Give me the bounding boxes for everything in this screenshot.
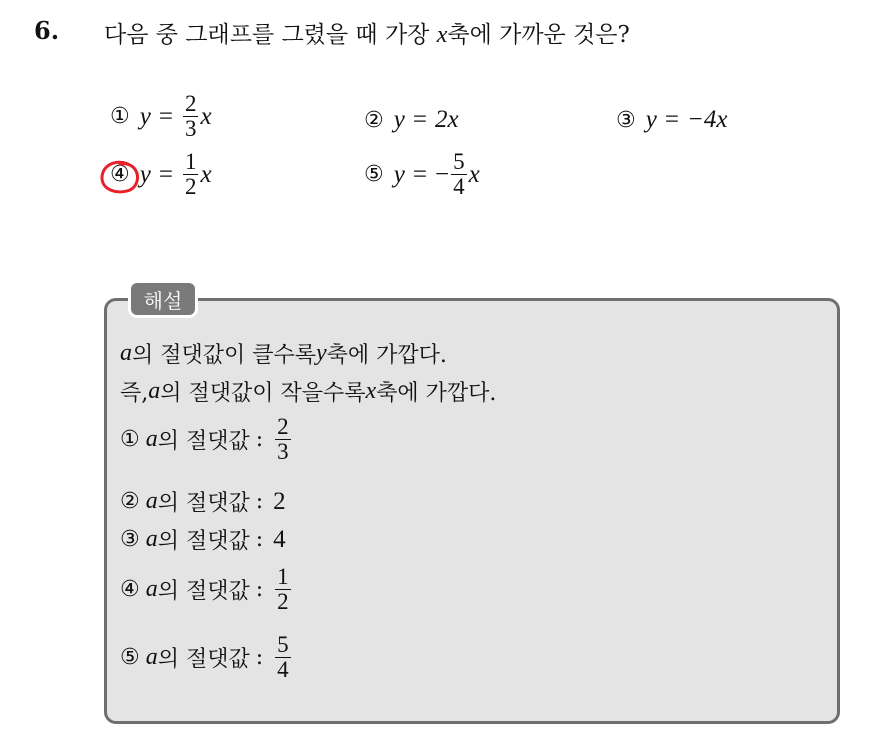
choice-equals: = [412,160,427,188]
item-label: 의 절댓값 [157,579,250,605]
item-label: 의 절댓값 [157,429,250,455]
line-text: 축에 가깝다. [326,343,447,368]
choice-marker: ⑤ [364,162,384,188]
fraction-denominator: 4 [277,657,289,683]
explanation-tag: 해설 [128,280,198,318]
explanation-item-4 [120,565,293,614]
choice-sign: − [434,160,450,188]
fraction-numerator: 5 [277,632,289,657]
fraction-numerator: 2 [277,414,289,439]
item-colon: : [255,427,264,453]
fraction-numerator: 2 [184,91,197,116]
item-value: 2 [273,487,286,515]
variable-a: a [120,340,132,366]
choice-expression: 2x [434,106,459,133]
fraction-denominator: 3 [277,439,289,465]
item-colon: : [255,645,264,671]
fraction-denominator: 4 [453,174,465,200]
item-colon: : [255,489,264,514]
choice-x: x [468,160,480,188]
item-label: 의 절댓값 [157,529,250,554]
line-text: 즉, [120,381,149,406]
item-marker: ② [120,489,140,514]
fraction-numerator: 5 [453,149,465,174]
choice-equals: = [158,160,173,188]
choice-1[interactable] [110,92,212,141]
variable-y: y [316,340,327,366]
question-variable: x [436,22,448,48]
choice-fraction [183,92,199,141]
explanation-line-2 [120,376,496,407]
explanation-item-1 [120,415,293,464]
choice-y: y [139,102,151,130]
variable-a: a [148,378,161,404]
choice-y: y [139,160,151,188]
choice-2[interactable] [364,106,459,134]
item-fraction [275,633,291,682]
fraction-denominator: 3 [184,116,197,142]
choice-equals: = [412,106,427,133]
question-text [104,16,630,49]
variable-a: a [145,644,158,671]
line-text: 축에 가깝다. [376,381,497,406]
item-label: 의 절댓값 [157,647,250,673]
choice-fraction [451,150,467,199]
explanation-line-1 [120,338,447,369]
explanation-item-5 [120,633,293,682]
question-text-before: 다음 중 그래프를 그렸을 때 가장 [104,22,437,48]
question-text-after: 축에 가까운 것은? [447,22,630,48]
item-value: 4 [273,525,286,553]
choice-3[interactable] [616,106,727,134]
item-colon: : [255,577,264,603]
variable-a: a [145,426,158,453]
choice-expression: −4x [686,106,728,133]
variable-a: a [145,576,158,603]
choice-y: y [645,106,657,133]
choice-marker: ① [110,104,130,130]
fraction-numerator: 1 [184,149,197,174]
choice-5[interactable] [364,150,480,199]
variable-a: a [145,488,158,514]
fraction-denominator: 2 [184,174,197,200]
choice-equals: = [158,102,173,130]
question-number: 6. [34,16,60,45]
item-colon: : [255,527,264,552]
variable-a: a [145,526,158,552]
item-label: 의 절댓값 [157,491,250,516]
choice-marker: ④ [110,162,130,188]
item-marker: ① [120,427,140,453]
choice-y: y [393,106,405,133]
item-marker: ④ [120,577,140,603]
line-text: 의 절댓값이 작을수록 [160,381,366,406]
explanation-item-2 [120,486,286,517]
choice-equals: = [664,106,679,133]
item-marker: ⑤ [120,645,140,671]
choice-marker: ② [364,107,384,133]
item-fraction [275,415,291,464]
choice-fraction [183,150,199,199]
choice-x: x [200,160,212,188]
variable-x: x [365,378,377,404]
line-text: 의 절댓값이 클수록 [132,343,317,368]
fraction-denominator: 2 [277,589,289,615]
fraction-numerator: 1 [277,564,289,589]
choice-marker: ③ [616,107,636,133]
item-fraction [275,565,291,614]
item-marker: ③ [120,527,140,552]
choice-x: x [200,102,212,130]
explanation-item-3 [120,524,286,555]
choice-y: y [393,160,405,188]
answer-circle-mark [98,159,142,197]
